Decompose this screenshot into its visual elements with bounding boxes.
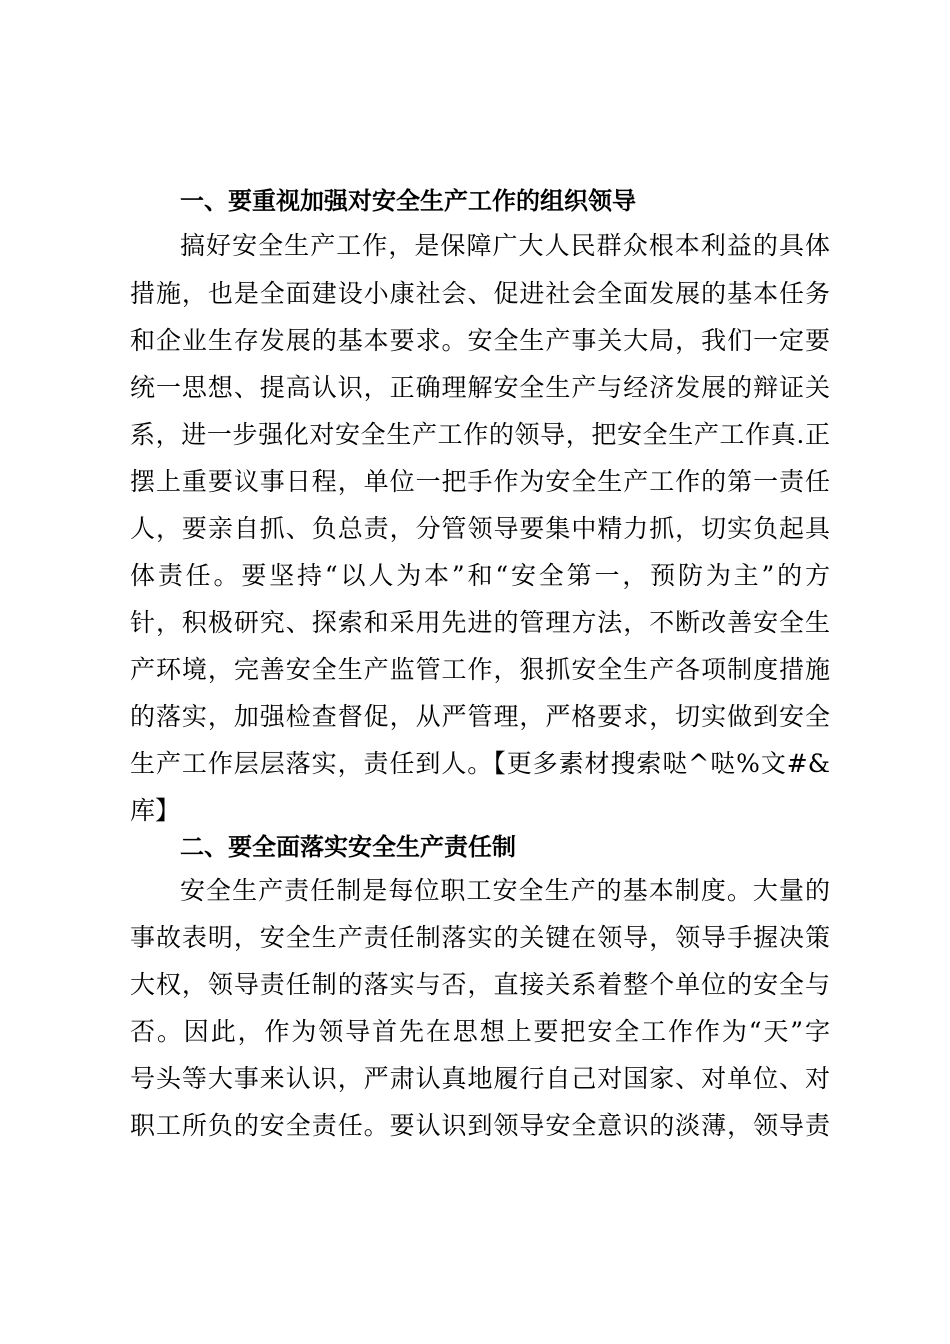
paragraph-line: 产环境，完善安全生产监管工作，狠抓安全生产各项制度措施 xyxy=(130,655,830,684)
paragraph-line: 库】 xyxy=(130,796,181,825)
paragraph-line: 系，进一步强化对安全生产工作的领导，把安全生产工作真.正 xyxy=(130,420,830,449)
section-1-heading: 一、要重视加强对安全生产工作的组织领导 xyxy=(180,187,636,215)
paragraph-line: 体责任。要坚持“以人为本”和“安全第一，预防为主”的方 xyxy=(130,561,830,590)
paragraph-line: 职工所负的安全责任。要认识到领导安全意识的淡薄，领导责 xyxy=(130,1111,830,1140)
paragraph-line: 大权，领导责任制的落实与否，直接关系着整个单位的安全与 xyxy=(130,970,830,999)
paragraph-line: 事故表明，安全生产责任制落实的关键在领导，领导手握决策 xyxy=(130,923,830,952)
paragraph-line: 和企业生存发展的基本要求。安全生产事关大局，我们一定要 xyxy=(130,326,830,355)
paragraph-line: 否。因此，作为领导首先在思想上要把安全工作作为“天”字 xyxy=(130,1017,830,1046)
paragraph-line: 针，积极研究、探索和采用先进的管理方法，不断改善安全生 xyxy=(130,608,830,637)
paragraph-line: 人，要亲自抓、负总责，分管领导要集中精力抓，切实负起具 xyxy=(130,514,830,543)
section-2-heading: 二、要全面落实安全生产责任制 xyxy=(180,833,516,861)
paragraph-line: 的落实，加强检查督促，从严管理，严格要求，切实做到安全 xyxy=(130,702,830,731)
paragraph-line: 生产工作层层落实，责任到人。【更多素材搜索哒^哒%文#& xyxy=(130,749,830,778)
paragraph-line: 搞好安全生产工作，是保障广大人民群众根本利益的具体 xyxy=(180,231,830,260)
paragraph-line: 摆上重要议事日程，单位一把手作为安全生产工作的第一责任 xyxy=(130,467,830,496)
paragraph-line: 统一思想、提高认识，正确理解安全生产与经济发展的辩证关 xyxy=(130,373,830,402)
paragraph-line: 安全生产责任制是每位职工安全生产的基本制度。大量的 xyxy=(180,876,830,905)
paragraph-line: 号头等大事来认识，严肃认真地履行自己对国家、对单位、对 xyxy=(130,1064,830,1093)
paragraph-line: 措施，也是全面建设小康社会、促进社会全面发展的基本任务 xyxy=(130,279,830,308)
